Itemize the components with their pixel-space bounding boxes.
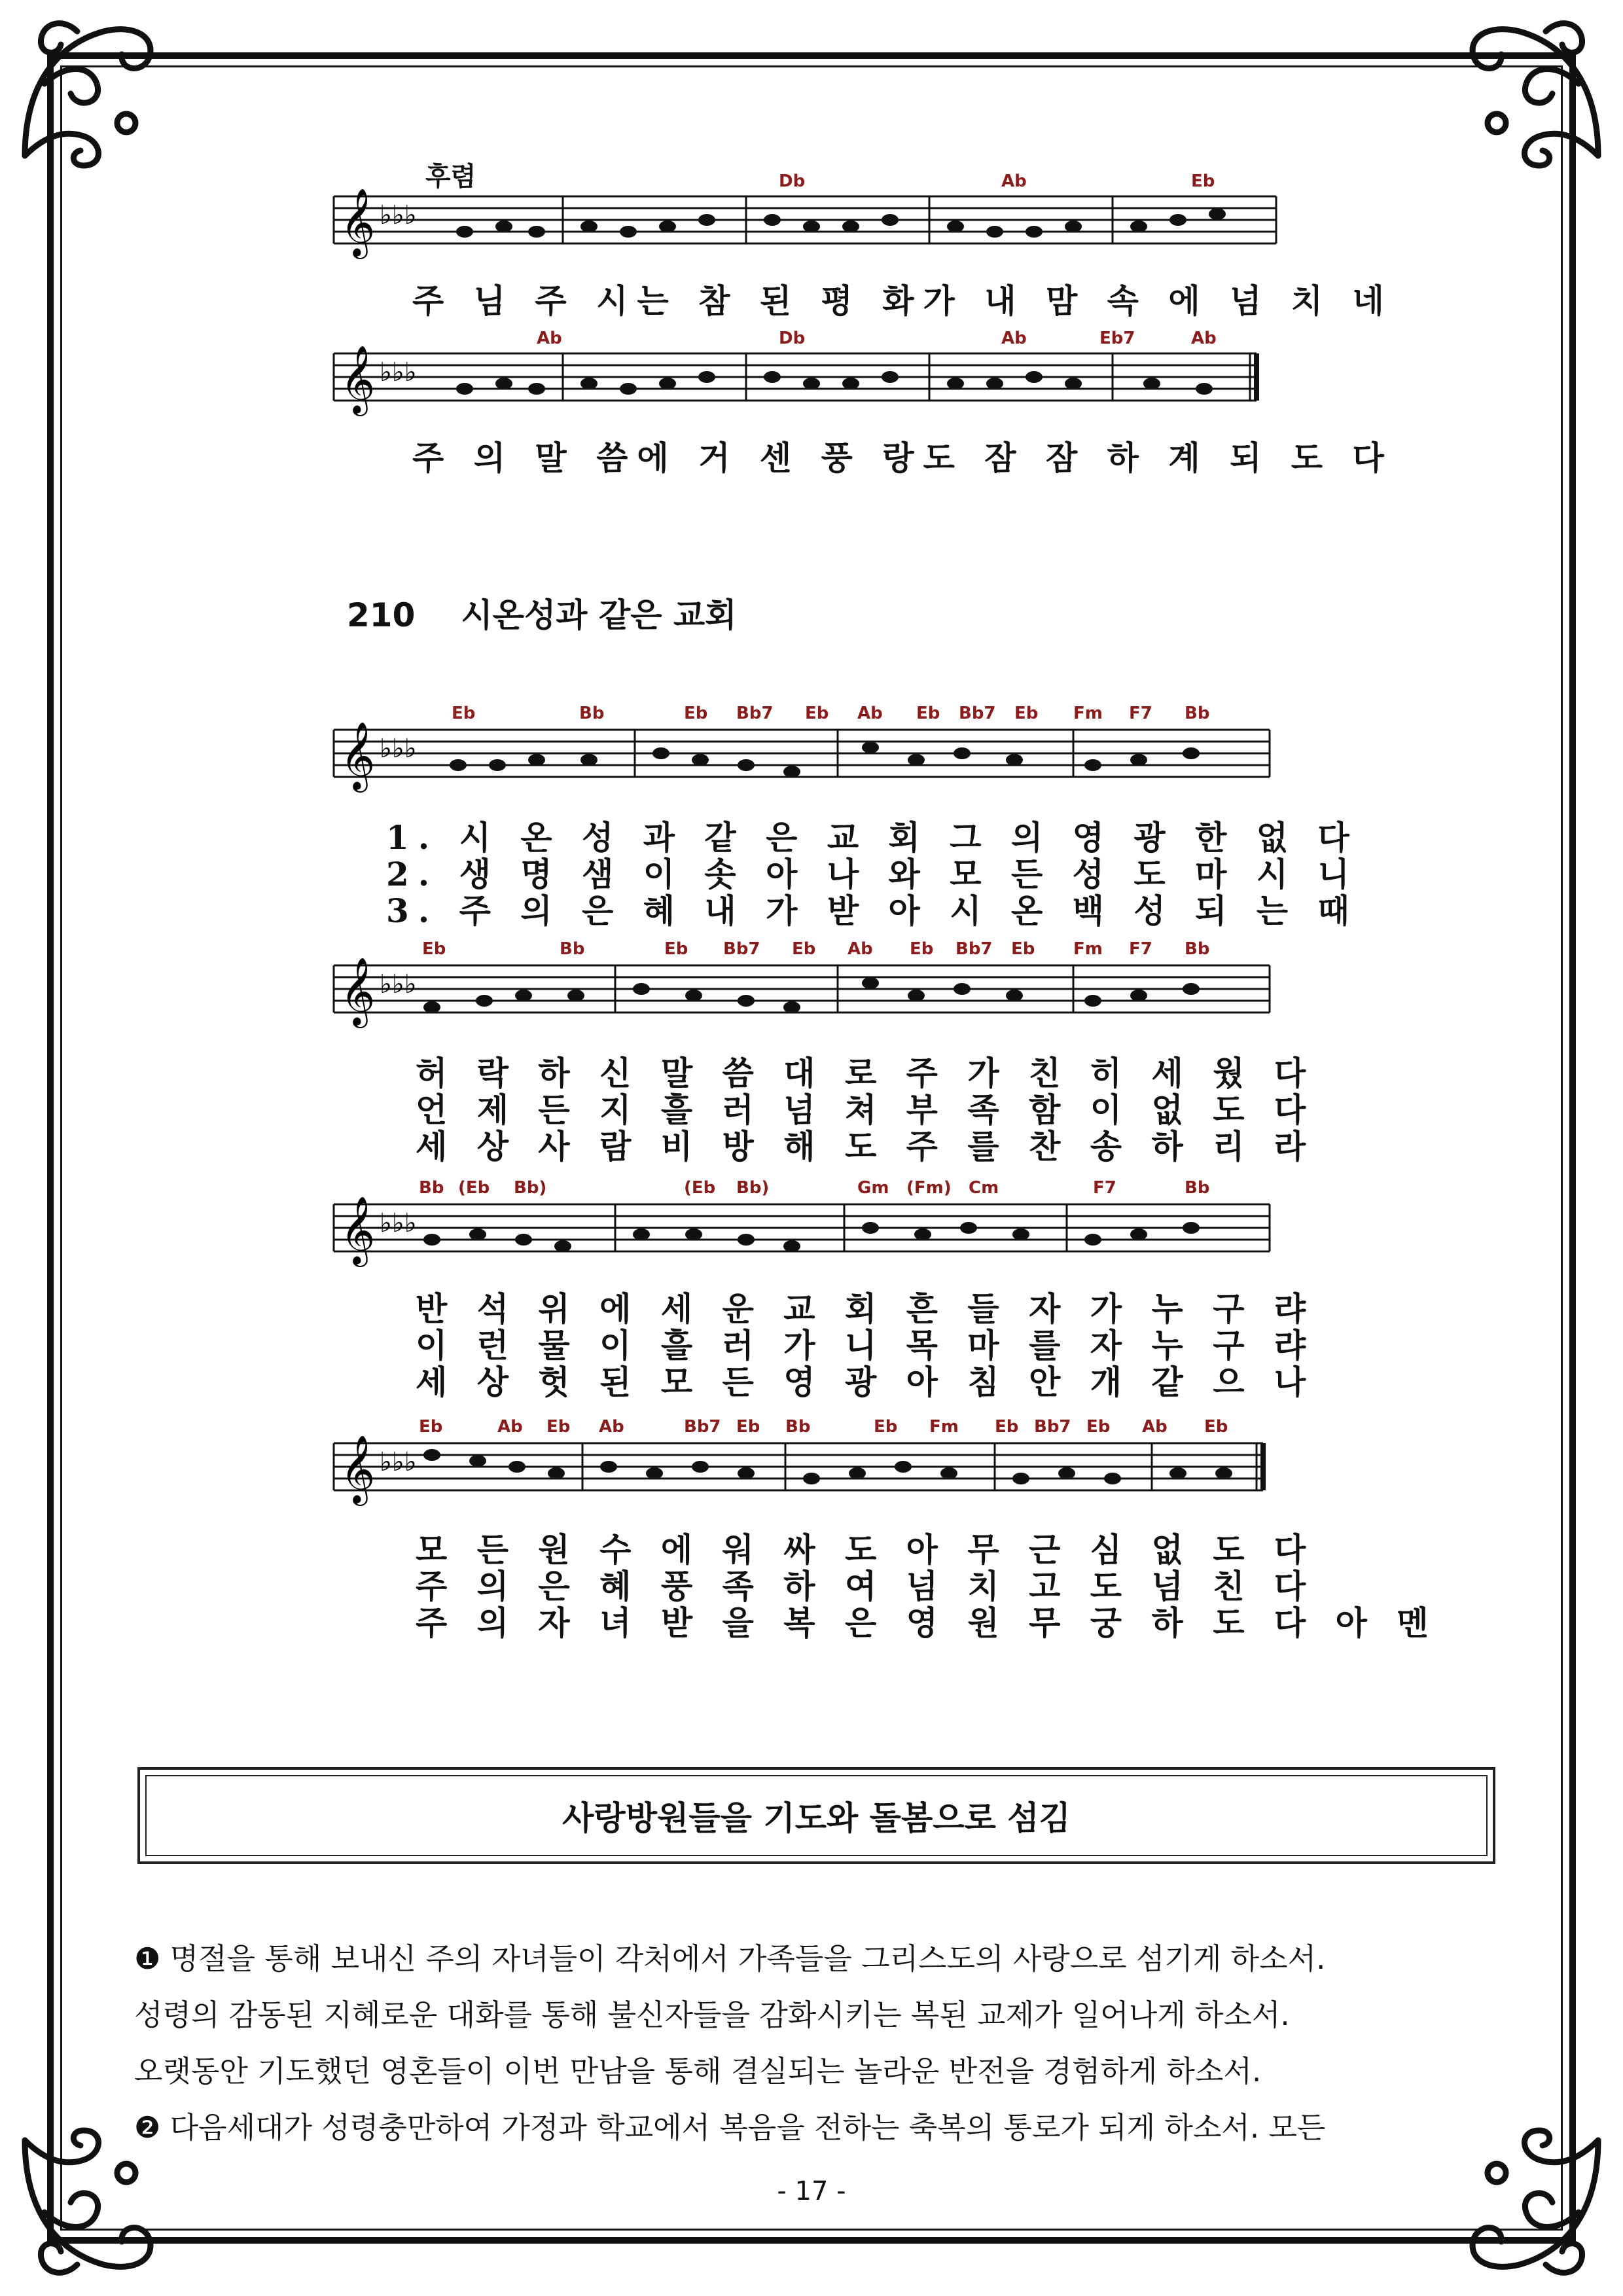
chord-label: Cm xyxy=(969,1178,999,1198)
chord-label: Eb xyxy=(805,704,829,723)
chord-label: (Eb xyxy=(684,1178,716,1198)
verse-lyric-line: 허 락 하 신 말 씀 대 로 주 가 친 히 세 웠 다 xyxy=(416,1054,1315,1092)
chord-label: Db xyxy=(779,171,806,191)
chord-label: Bb xyxy=(1185,704,1210,723)
chord-label: Bb7 xyxy=(1034,1417,1071,1437)
chord-label: Eb xyxy=(452,704,476,723)
chord-label: Eb xyxy=(664,939,688,959)
prayer-list xyxy=(134,1931,1502,2156)
prayer-line: 성령의 감동된 지혜로운 대화를 통해 불신자들을 감화시키는 복된 교제가 일어나게 하소서. xyxy=(134,1998,1290,2032)
chord-label: Db xyxy=(779,329,806,348)
verse-lyric-line: 1. 시 온 성 과 같 은 교 회 그 의 영 광 한 없 다 xyxy=(386,818,1359,857)
chord-label: Ab xyxy=(1001,329,1027,348)
chord-label: Bb7 xyxy=(684,1417,721,1437)
chord-label: Bb xyxy=(785,1417,811,1437)
hymn-title xyxy=(347,589,737,636)
chord-label: Eb xyxy=(995,1417,1019,1437)
chord-label: Eb xyxy=(874,1417,898,1437)
svg-text:𝄞: 𝄞 xyxy=(340,1196,376,1265)
chord-label: Eb xyxy=(1204,1417,1228,1437)
chord-label: Eb xyxy=(736,1417,760,1437)
music-staff-system-2 xyxy=(327,946,1289,1037)
chord-label: Eb xyxy=(916,704,940,723)
music-staff-refrain-1 xyxy=(327,177,1289,268)
chord-label: Eb xyxy=(792,939,816,959)
chord-label: Bb xyxy=(560,939,585,959)
verse-lyric-line: 세 상 헛 된 모 든 영 광 아 침 안 개 같 으 나 xyxy=(416,1363,1315,1401)
chord-label: Fm xyxy=(929,1417,959,1437)
verse-lyric-line: 세 상 사 람 비 방 해 도 주 를 찬 송 하 리 라 xyxy=(416,1127,1315,1166)
chord-label: Eb xyxy=(546,1417,571,1437)
verse-lyric-line: 2. 생 명 샘 이 솟 아 나 와 모 든 성 도 마 시 니 xyxy=(386,855,1359,893)
verse-lyric-line: 이 런 물 이 흘 러 가 니 목 마 를 자 누 구 랴 xyxy=(416,1326,1315,1365)
corner-ornament-icon xyxy=(1448,5,1618,175)
hymn-number: 210 xyxy=(347,596,416,634)
svg-text:♭♭♭: ♭♭♭ xyxy=(380,1447,417,1477)
svg-text:♭♭♭: ♭♭♭ xyxy=(380,357,417,387)
svg-text:𝄞: 𝄞 xyxy=(340,1435,376,1503)
verse-lyric-line: 모 든 원 수 에 워 싸 도 아 무 근 심 없 도 다 xyxy=(416,1530,1315,1569)
chord-label: Bb xyxy=(1185,1178,1210,1198)
chord-label: F7 xyxy=(1129,939,1152,959)
chord-label: (Fm) xyxy=(906,1178,952,1198)
chord-label: Ab xyxy=(497,1417,523,1437)
svg-text:♭♭♭: ♭♭♭ xyxy=(380,1208,417,1238)
chord-label: Ab xyxy=(1001,171,1027,191)
chord-label: Bb xyxy=(419,1178,444,1198)
music-staff-system-4 xyxy=(327,1424,1289,1515)
chord-label: Eb xyxy=(1011,939,1035,959)
prayer-heading: 사랑방원들을 기도와 돌봄으로 섬김 xyxy=(145,1775,1488,1856)
refrain-label: 후렴 xyxy=(425,161,476,192)
chord-label: Ab xyxy=(599,1417,624,1437)
chord-label: (Eb xyxy=(458,1178,490,1198)
prayer-line: ❷ 다음세대가 성령충만하여 가정과 학교에서 복음을 전하는 축복의 통로가 되게 하소서. 모든 xyxy=(134,2110,1326,2145)
svg-text:♭♭♭: ♭♭♭ xyxy=(380,200,417,230)
chord-label: Bb) xyxy=(514,1178,547,1198)
chord-label: Eb xyxy=(419,1417,443,1437)
music-staff-system-1 xyxy=(327,710,1289,802)
chord-label: F7 xyxy=(1093,1178,1116,1198)
chord-label: Ab xyxy=(857,704,883,723)
svg-text:𝄞: 𝄞 xyxy=(340,721,376,790)
refrain-lyric-line: 주 의 말 씀에 거 센 풍 랑도 잠 잠 하 계 되 도 다 xyxy=(412,439,1393,477)
chord-label: Eb xyxy=(910,939,934,959)
prayer-heading-box xyxy=(137,1767,1495,1864)
chord-label: Bb7 xyxy=(959,704,996,723)
verse-lyric-line: 언 제 든 지 흘 러 넘 쳐 부 족 함 이 없 도 다 xyxy=(416,1090,1315,1129)
svg-text:𝄞: 𝄞 xyxy=(340,188,376,257)
corner-ornament-icon xyxy=(5,5,175,175)
chord-label: Bb7 xyxy=(723,939,760,959)
verse-lyric-line: 주 의 자 녀 받 을 복 은 영 원 무 궁 하 도 다 아 멘 xyxy=(416,1604,1438,1642)
chord-label: Ab xyxy=(1142,1417,1168,1437)
chord-label: Bb xyxy=(1185,939,1210,959)
chord-label: Eb7 xyxy=(1099,329,1135,348)
svg-text:♭♭♭: ♭♭♭ xyxy=(380,969,417,999)
chord-label: Eb xyxy=(684,704,708,723)
chord-label: Fm xyxy=(1073,704,1103,723)
chord-label: Fm xyxy=(1073,939,1103,959)
chord-label: Eb xyxy=(422,939,446,959)
svg-text:♭♭♭: ♭♭♭ xyxy=(380,734,417,764)
chord-label: Eb xyxy=(1014,704,1039,723)
music-staff-system-3 xyxy=(327,1185,1289,1276)
svg-text:𝄞: 𝄞 xyxy=(340,345,376,414)
chord-label: Gm xyxy=(857,1178,889,1198)
svg-text:𝄞: 𝄞 xyxy=(340,957,376,1026)
chord-label: Bb xyxy=(579,704,605,723)
verse-lyric-line: 반 석 위 에 세 운 교 회 흔 들 자 가 누 구 랴 xyxy=(416,1289,1315,1328)
prayer-line: 오랫동안 기도했던 영혼들이 이번 만남을 통해 결실되는 놀라운 반전을 경험하게 하소서. xyxy=(134,2054,1262,2089)
refrain-lyric-line: 주 님 주 시는 참 된 평 화가 내 맘 속 에 넘 치 네 xyxy=(412,281,1393,320)
chord-label: Eb xyxy=(1191,171,1215,191)
page-number: - 17 - xyxy=(777,2176,846,2206)
chord-label: Ab xyxy=(847,939,873,959)
prayer-line: ❶ 명절을 통해 보내신 주의 자녀들이 각처에서 가족들을 그리스도의 사랑으로 섬기게 하소서. xyxy=(134,1941,1326,1976)
chord-label: Bb) xyxy=(736,1178,770,1198)
chord-label: F7 xyxy=(1129,704,1152,723)
chord-label: Bb7 xyxy=(955,939,993,959)
hymn-name: 시온성과 같은 교회 xyxy=(461,596,737,634)
verse-lyric-line: 주 의 은 혜 풍 족 하 여 넘 치 고 도 넘 친 다 xyxy=(416,1567,1315,1605)
verse-lyric-line: 3. 주 의 은 혜 내 가 받 아 시 온 백 성 되 는 때 xyxy=(386,891,1359,930)
music-staff-refrain-2 xyxy=(327,334,1289,425)
chord-label: Eb xyxy=(1086,1417,1111,1437)
chord-label: Bb7 xyxy=(736,704,774,723)
chord-label: Ab xyxy=(537,329,562,348)
chord-label: Ab xyxy=(1191,329,1217,348)
